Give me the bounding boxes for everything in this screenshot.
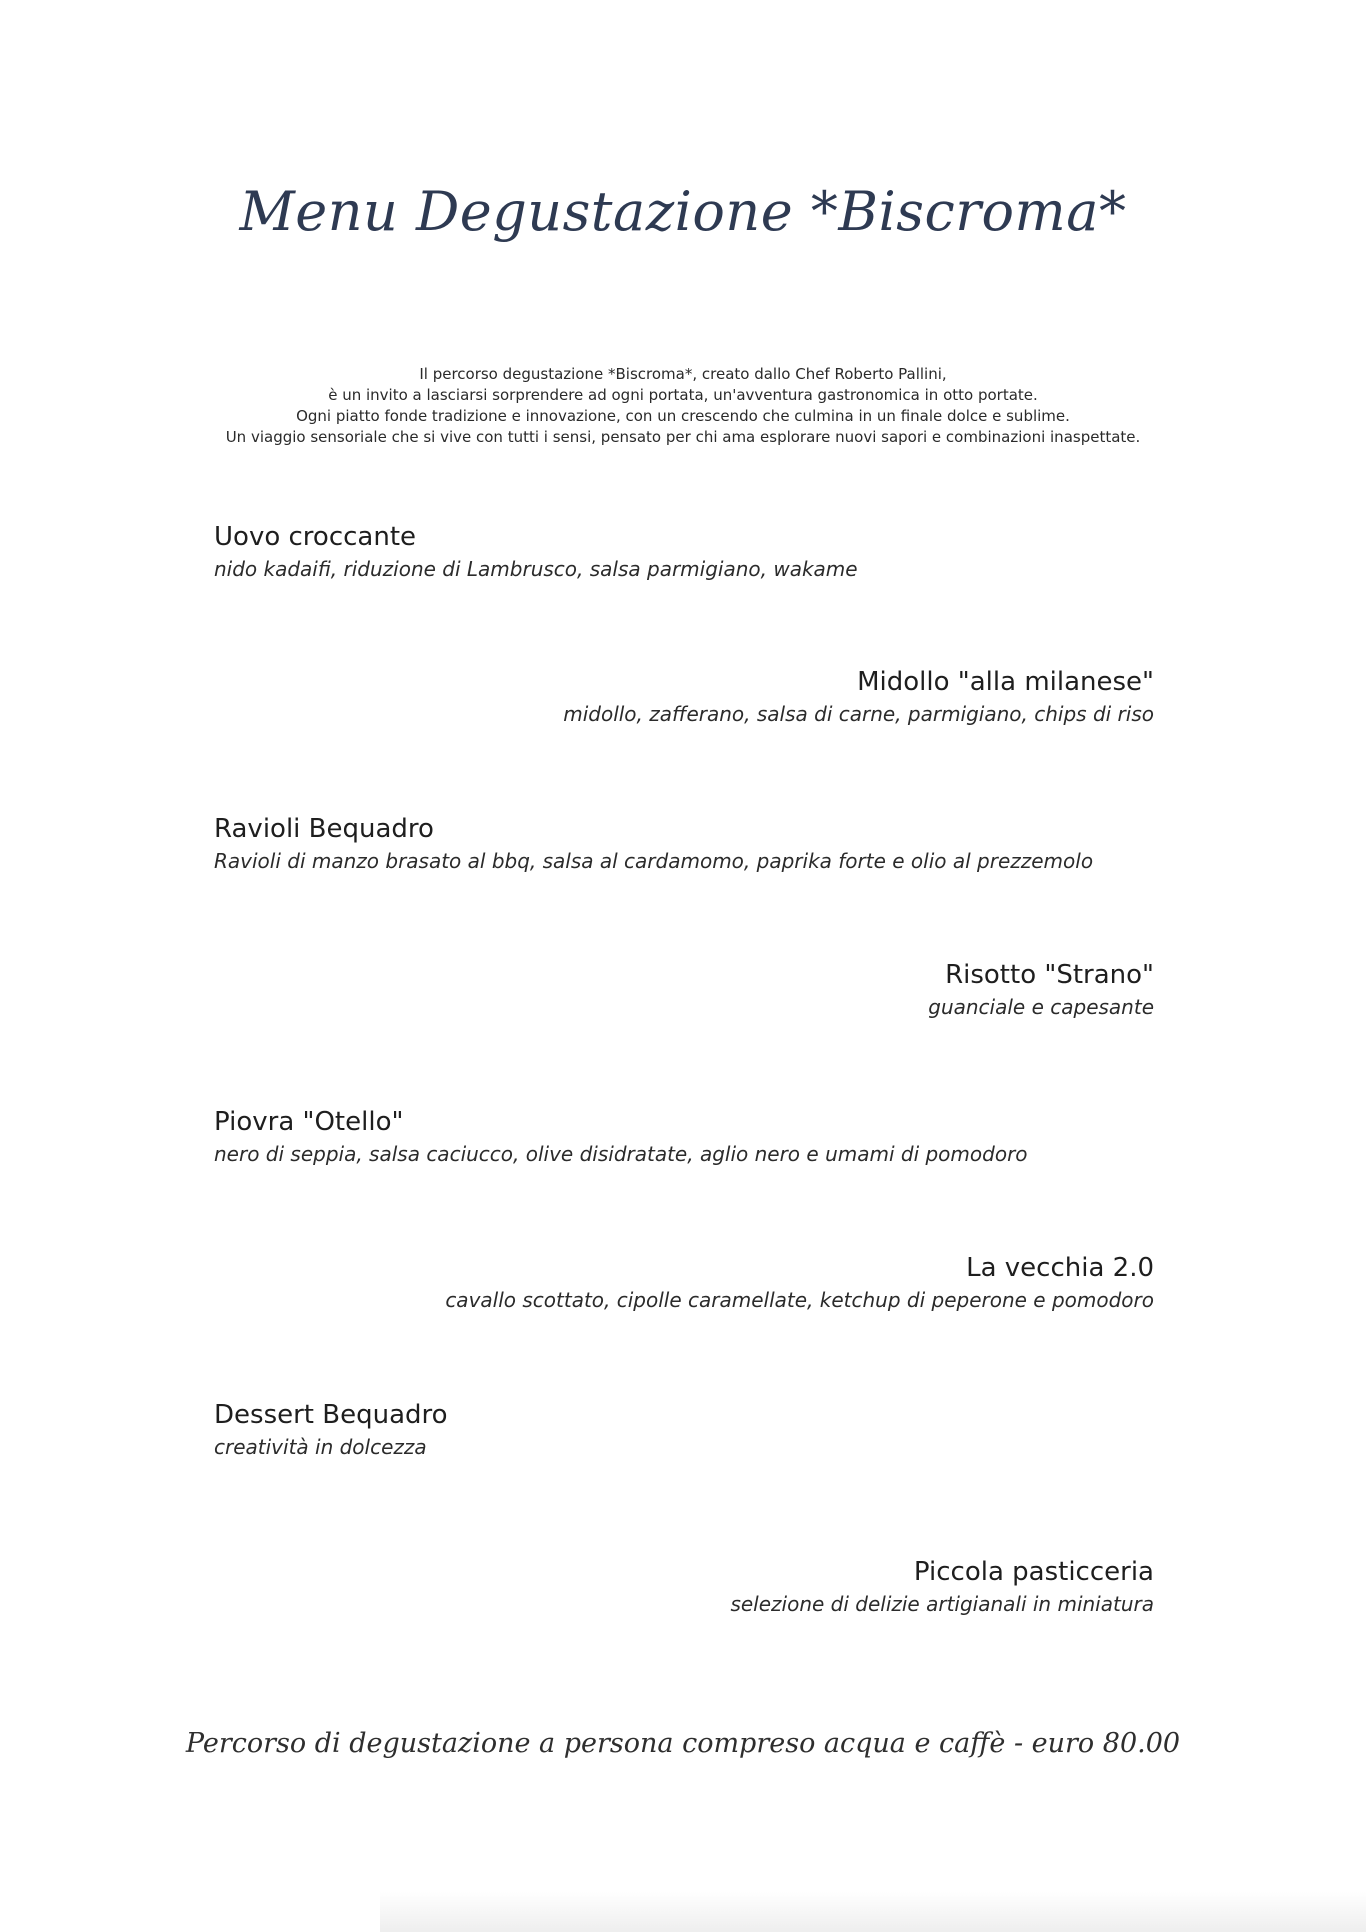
price-note: Percorso di degustazione a persona compreso acqua e caffè - euro 80.00	[185, 1728, 1181, 1759]
dish-description: nido kadaifi, riduzione di Lambrusco, salsa parmigiano, wakame	[214, 557, 858, 581]
dish-description: cavallo scottato, cipolle caramellate, ketchup di peperone e pomodoro	[445, 1288, 1154, 1312]
menu-title: Menu Degustazione *Biscroma*	[239, 180, 1127, 243]
menu-intro	[0, 364, 1366, 448]
dish-description: Ravioli di manzo brasato al bbq, salsa al cardamomo, paprika forte e olio al prezzemolo	[214, 849, 1094, 873]
dish-name: Ravioli Bequadro	[214, 814, 434, 844]
dish-name: Risotto "Strano"	[945, 960, 1154, 990]
page-bottom-shadow	[380, 1892, 1366, 1932]
dish-midollo	[214, 665, 1154, 729]
dish-name: Midollo "alla milanese"	[857, 667, 1154, 697]
intro-line: Il percorso degustazione *Biscroma*, creato dallo Chef Roberto Pallini,	[419, 365, 947, 383]
dish-name: Uovo croccante	[214, 522, 417, 552]
dish-name: Piovra "Otello"	[214, 1107, 404, 1137]
intro-line: Un viaggio sensoriale che si vive con tutti i sensi, pensato per chi ama esplorare nuovi sapori e combinazioni inaspettate.	[225, 428, 1141, 446]
dish-description: creatività in dolcezza	[214, 1435, 427, 1459]
intro-line: Ogni piatto fonde tradizione e innovazione, con un crescendo che culmina in un finale dolce e sublime.	[296, 407, 1070, 425]
dish-name: La vecchia 2.0	[966, 1253, 1154, 1283]
dish-description: nero di seppia, salsa caciucco, olive disidratate, aglio nero e umami di pomodoro	[214, 1142, 1028, 1166]
dish-risotto-strano	[214, 958, 1154, 1022]
intro-line: è un invito a lasciarsi sorprendere ad ogni portata, un'avventura gastronomica in otto portate.	[328, 386, 1038, 404]
dish-description: guanciale e capesante	[928, 995, 1154, 1019]
dish-description: selezione di delizie artigianali in miniatura	[730, 1592, 1154, 1616]
dish-piccola-pasticceria	[214, 1555, 1154, 1619]
dish-piovra-otello	[214, 1105, 1154, 1169]
dish-uovo-croccante	[214, 520, 1154, 584]
dish-la-vecchia	[214, 1251, 1154, 1315]
dish-name: Piccola pasticceria	[913, 1557, 1154, 1587]
dish-ravioli-bequadro	[214, 812, 1154, 876]
dish-dessert-bequadro	[214, 1398, 1154, 1462]
dish-description: midollo, zafferano, salsa di carne, parmigiano, chips di riso	[563, 702, 1154, 726]
dish-name: Dessert Bequadro	[214, 1400, 448, 1430]
